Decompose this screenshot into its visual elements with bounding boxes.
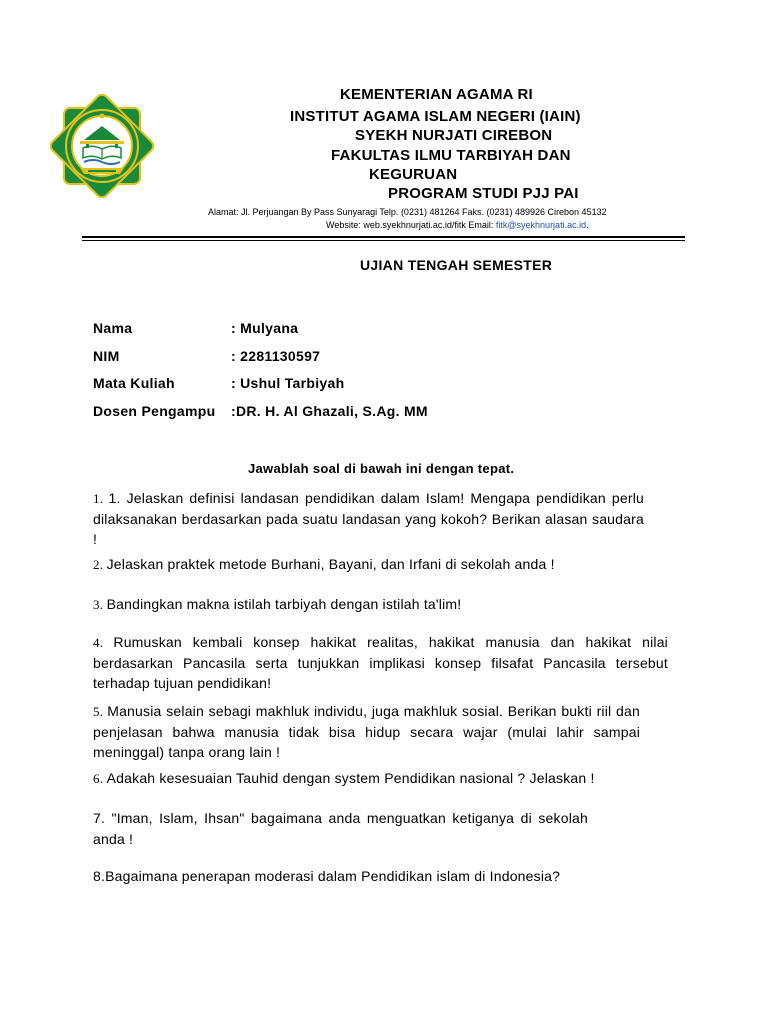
- header-divider-thick: [82, 236, 685, 238]
- question-text: Bandingkan makna istilah tarbiyah dengan istilah ta'lim!: [106, 596, 462, 612]
- question-number: 1.: [93, 491, 109, 506]
- question-number: 3.: [93, 597, 107, 612]
- website-text: Website: web.syekhnurjati.ac.id/fitk Email:: [326, 220, 496, 230]
- question-number: 2.: [93, 557, 107, 572]
- identity-label-name: Nama: [93, 320, 133, 336]
- institute-subname: SYEKH NURJATI CIREBON: [355, 127, 553, 144]
- question-4: [93, 632, 668, 693]
- question-number: 5.: [93, 704, 108, 719]
- faculty-name-cont: KEGURUAN: [369, 166, 458, 183]
- question-8: [93, 866, 588, 887]
- exam-title: UJIAN TENGAH SEMESTER: [360, 257, 553, 273]
- address-line: Alamat: Jl. Perjuangan By Pass Sunyaragi Telp. (0231) 481264 Faks. (0231) 489926 Cirebon 45132: [208, 207, 607, 217]
- question-text: 1. Jelaskan definisi landasan pendidikan dalam Islam! Mengapa pendidikan perlu dilaksanakan berdasarkan pada suatu landasan yang kokoh? Berikan alasan saudara !: [93, 490, 644, 547]
- identity-label-course: Mata Kuliah: [93, 375, 175, 391]
- institute-name: INSTITUT AGAMA ISLAM NEGERI (IAIN): [290, 108, 581, 125]
- question-text: 7. "Iman, Islam, Ihsan" bagaimana anda menguatkan ketiganya di sekolah anda !: [93, 810, 588, 847]
- email-link[interactable]: fitk@syekhnurjati.ac.id: [495, 220, 587, 230]
- question-1: [93, 488, 644, 549]
- faculty-name: FAKULTAS ILMU TARBIYAH DAN: [331, 147, 571, 164]
- question-5: [93, 701, 640, 762]
- identity-label-nim: NIM: [93, 348, 120, 364]
- header-divider-thin: [82, 240, 685, 241]
- question-3: [93, 594, 644, 615]
- identity-value-name: : Mulyana: [231, 320, 299, 336]
- identity-value-lecturer: :DR. H. Al Ghazali, S.Ag. MM: [231, 403, 428, 419]
- question-2: [93, 554, 644, 575]
- website-line: [326, 220, 589, 230]
- question-text: Jelaskan praktek metode Burhani, Bayani, dan Irfani di sekolah anda !: [106, 556, 555, 572]
- question-number: 6.: [93, 771, 107, 786]
- question-text: 8.Bagaimana penerapan moderasi dalam Pendidikan islam di Indonesia?: [93, 868, 561, 884]
- ministry-name: KEMENTERIAN AGAMA RI: [340, 86, 533, 103]
- identity-value-nim: : 2281130597: [231, 348, 321, 364]
- instruction-text: Jawablah soal di bawah ini dengan tepat.: [248, 461, 515, 476]
- question-number: 4.: [93, 635, 114, 650]
- identity-value-course: : Ushul Tarbiyah: [231, 375, 345, 391]
- question-7: [93, 808, 588, 849]
- question-text: Rumuskan kembali konsep hakikat realitas, hakikat manusia dan hakikat nilai berdasarkan Pancasila serta tunjukkan implikasi konsep filsafat Pancasila tersebut terhadap tujuan pendidikan!: [93, 634, 668, 691]
- question-6: [93, 768, 644, 789]
- iain-cirebon-emblem-icon: [50, 94, 154, 198]
- question-text: Adakah kesesuaian Tauhid dengan system Pendidikan nasional ? Jelaskan !: [106, 770, 595, 786]
- website-end: .: [586, 220, 589, 230]
- program-name: PROGRAM STUDI PJJ PAI: [388, 185, 579, 202]
- question-text: Manusia selain sebagi makhluk individu, juga makhluk sosial. Berikan bukti riil dan penjelasan bahwa manusia tidak bisa hidup secara wajar (mulai lahir sampai meninggal) tanpa orang lain !: [93, 703, 640, 760]
- identity-label-lecturer: Dosen Pengampu: [93, 403, 216, 419]
